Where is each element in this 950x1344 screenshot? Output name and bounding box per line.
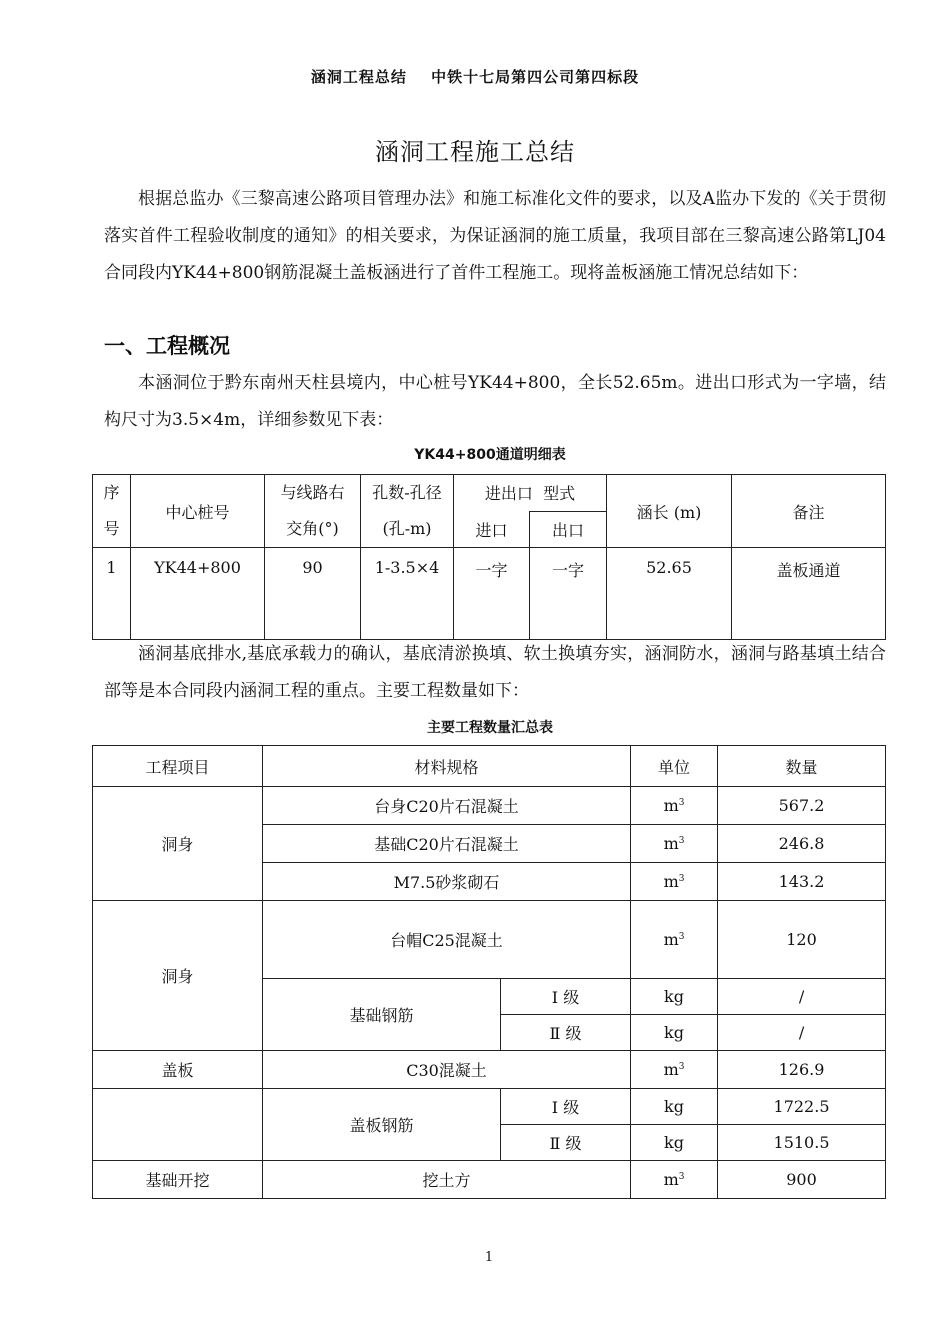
- grade-cell: Ⅱ 级: [501, 1015, 631, 1051]
- td-angle: 90: [265, 548, 361, 640]
- spec-cell: 基础C20片石混凝土: [263, 825, 631, 863]
- th-station: 中心桩号: [131, 475, 265, 548]
- unit-cell: kg: [631, 1125, 718, 1161]
- unit-cell: [631, 1161, 718, 1199]
- unit-text: m: [663, 1170, 679, 1189]
- th-angle-line1: 与线路右: [280, 483, 345, 502]
- td-inlet: 一字: [454, 548, 530, 640]
- unit-text: m: [663, 1060, 679, 1079]
- td-outlet: 一字: [530, 548, 607, 640]
- spec-cell: C30混凝土: [263, 1051, 631, 1089]
- grade-cell: Ⅰ 级: [501, 979, 631, 1015]
- unit-text: m: [663, 930, 679, 949]
- overview-paragraph: 本涵洞位于黔东南州天柱县境内，中心桩号YK44+800，全长52.65m。进出口形式为一字墙，结构尺寸为3.5×4m，详细参数见下表：: [104, 373, 886, 430]
- th-inlet: 进口: [454, 511, 530, 548]
- page-header: [0, 66, 950, 87]
- th-span-line2: (孔-m): [382, 519, 432, 538]
- unit-cell: kg: [631, 1089, 718, 1125]
- th-note: 备注: [732, 475, 886, 548]
- unit-sup: 3: [678, 932, 685, 942]
- th-span-line1: 孔数-孔径: [372, 483, 442, 502]
- intro-paragraph: 根据总监办《三黎高速公路项目管理办法》和施工标准化文件的要求，以及A监办下发的《关于贯彻落实首件工程验收制度的通知》的相关要求，为保证涵洞的施工质量，我项目部在三黎高速公路第LJ04合同段内YK44+800钢筋混凝土盖板涵进行了首件工程施工。现将盖板涵施工情况总结如下：: [104, 189, 886, 283]
- qty-cell: 120: [718, 901, 886, 979]
- unit-cell: kg: [631, 1015, 718, 1051]
- unit-text: m: [663, 834, 679, 853]
- unit-sup: 3: [678, 1062, 685, 1072]
- group-name: 盖板: [93, 1051, 263, 1089]
- td-span: 1-3.5×4: [361, 548, 454, 640]
- qty-cell: 900: [718, 1161, 886, 1199]
- unit-cell: kg: [631, 979, 718, 1015]
- page-title: 涵洞工程施工总结: [375, 138, 575, 166]
- unit-cell: [631, 901, 718, 979]
- qty-cell: 143.2: [718, 863, 886, 901]
- th-outlet: 出口: [530, 511, 607, 548]
- th-angle: [265, 475, 361, 548]
- qty-cell: /: [718, 1015, 886, 1051]
- group-name: 基础开挖: [93, 1161, 263, 1199]
- quantity-summary-table: [92, 745, 886, 1199]
- td-note: 盖板通道: [732, 548, 886, 640]
- th-no-line1: 序: [103, 483, 120, 502]
- unit-cell: [631, 863, 718, 901]
- unit-sup: 3: [678, 836, 685, 846]
- td-no: 1: [93, 548, 131, 640]
- qty-cell: 567.2: [718, 787, 886, 825]
- table1-caption: YK44+800通道明细表: [414, 447, 566, 463]
- th-no-line2: 号: [103, 519, 120, 538]
- table2-caption: 主要工程数量汇总表: [427, 720, 553, 736]
- th-length: 涵长 (m): [607, 475, 732, 548]
- qty-cell: 246.8: [718, 825, 886, 863]
- unit-sup: 3: [678, 1172, 685, 1182]
- th-item: 工程项目: [93, 746, 263, 787]
- unit-text: m: [663, 796, 679, 815]
- header-right: 中铁十七局第四公司第四标段: [431, 68, 640, 86]
- spec-cell: 台身C20片石混凝土: [263, 787, 631, 825]
- qty-cell: 126.9: [718, 1051, 886, 1089]
- spec-cell: 台帽C25混凝土: [263, 901, 631, 979]
- th-qty: 数量: [718, 746, 886, 787]
- qty-cell: 1722.5: [718, 1089, 886, 1125]
- header-left: 涵洞工程总结: [310, 68, 407, 86]
- unit-text: m: [663, 872, 679, 891]
- section-heading: 一、工程概况: [104, 334, 230, 358]
- th-type: 进出口 型式: [454, 475, 607, 512]
- grade-cell: Ⅰ 级: [501, 1089, 631, 1125]
- group-name-continued: [93, 1089, 263, 1161]
- td-station: YK44+800: [131, 548, 265, 640]
- group-name: 洞身: [93, 901, 263, 1051]
- page-number: 1: [484, 1250, 494, 1265]
- culvert-detail-table: [92, 474, 886, 640]
- grade-cell: Ⅱ 级: [501, 1125, 631, 1161]
- th-unit: 单位: [631, 746, 718, 787]
- spec-cell: 挖土方: [263, 1161, 631, 1199]
- th-no: [93, 475, 131, 548]
- qty-cell: 1510.5: [718, 1125, 886, 1161]
- sub-item-cell: 基础钢筋: [263, 979, 501, 1051]
- unit-cell: [631, 825, 718, 863]
- key-points-paragraph: 涵洞基底排水,基底承载力的确认，基底清淤换填、软土换填夯实，涵洞防水，涵洞与路基填土结合部等是本合同段内涵洞工程的重点。主要工程数量如下：: [104, 644, 886, 701]
- qty-cell: /: [718, 979, 886, 1015]
- td-length: 52.65: [607, 548, 732, 640]
- th-spec: 材料规格: [263, 746, 631, 787]
- th-span: [361, 475, 454, 548]
- unit-cell: [631, 787, 718, 825]
- unit-sup: 3: [678, 874, 685, 884]
- group-name: 洞身: [93, 787, 263, 901]
- sub-item-cell: 盖板钢筋: [263, 1089, 501, 1161]
- spec-cell: M7.5砂浆砌石: [263, 863, 631, 901]
- th-angle-line2: 交角(°): [286, 519, 339, 538]
- unit-sup: 3: [678, 798, 685, 808]
- unit-cell: [631, 1051, 718, 1089]
